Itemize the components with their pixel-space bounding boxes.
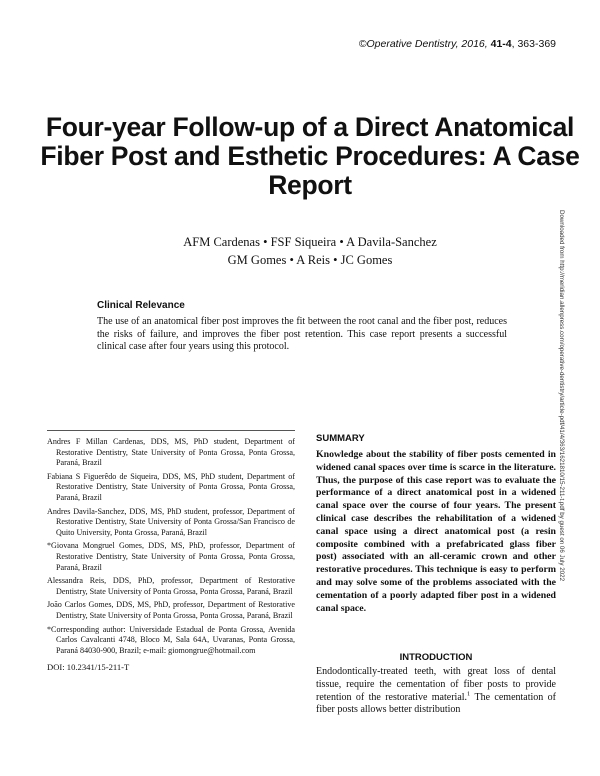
authors-line-2: GM Gomes • A Reis • JC Gomes: [227, 253, 393, 267]
journal-reference: [359, 38, 556, 50]
introduction-text-part-1: Endodontically-treated teeth, with great loss of dental tissue, require the cementation of fiber posts to provide retention of the restorative material.: [316, 666, 556, 703]
doi: DOI: 10.2341/15-211-T: [47, 662, 130, 673]
download-watermark: Downloaded from http://meridian.allenpress.com/operative-dentistry/article-pdf/41/4/363/1621810/15-211-t.pdf by guest on 06 July 2022: [558, 210, 565, 582]
introduction-heading: INTRODUCTION: [399, 652, 473, 663]
clinical-relevance-heading: Clinical Relevance: [97, 300, 185, 311]
affiliation-gomes-giovana: *Giovana Mongruel Gomes, DDS, MS, PhD, professor, Department of Restorative Dentistry, State University of Ponta Grossa, Ponta Grossa, Paraná, Brazil: [47, 541, 295, 572]
authors-line-1: AFM Cardenas • FSF Siqueira • A Davila-Sanchez: [183, 235, 437, 249]
copyright-mark: ©: [358, 38, 367, 50]
author-list: [40, 233, 580, 269]
affiliations-block: [47, 437, 295, 673]
corresponding-author: *Corresponding author: Universidade Estadual de Ponta Grossa, Avenida Carlos Cavalcanti 4748, Bloco M, Sala 64A, Uvaranas, Ponta Grossa, Paraná 84030-900, Brazil; e-mail: giomongrue@hotmail.com: [47, 624, 295, 655]
clinical-relevance-text: The use of an anatomical fiber post improves the fit between the root canal and the fiber post, reduces the risks of failure, and improves the fiber post retention. This case report presents a successful clinical case after four years using this protocol.: [97, 316, 507, 352]
introduction-text-part-2: The cementation of fiber posts allows better distribution: [316, 691, 556, 716]
affiliation-davila-sanchez: Andres Davila-Sanchez, DDS, MS, PhD student, professor, Department of Restorative Dentistry, State University of Ponta Grossa/San Francisco de Quito University, Ponta Grossa, Paraná, Brazil: [47, 506, 295, 537]
summary-heading: SUMMARY: [316, 433, 365, 444]
summary-text: Knowledge about the stability of fiber posts cemented in widened canal spaces over time is scarce in the literature. Thus, the purpose of this case report was to evaluate the performance of a direct anatomical post in a widened canal space over the course of four years. The present clinical case describes the rehabilitation of a widened canal space using a direct anatomical post (a resin composite combined with a prefabricated glass fiber post) associated with an all-ceramic crown and other restorative procedures. This technique is easy to perform and may solve some of the problems associated with the cementation of a poorly adapted fiber post in a widened canal space.: [316, 449, 556, 614]
introduction-text: [316, 666, 556, 717]
journal-volume-issue: 41-4: [490, 38, 512, 50]
article-title: Four-year Follow-up of a Direct Anatomical Fiber Post and Esthetic Procedures: A Case Report: [40, 112, 580, 200]
affiliation-divider: [47, 430, 295, 431]
affiliation-gomes-joao: João Carlos Gomes, DDS, MS, PhD, professor, Department of Restorative Dentistry, State University of Ponta Grossa, Ponta Grossa, Paraná, Brazil: [47, 600, 295, 620]
affiliation-cardenas: Andres F Millan Cardenas, DDS, MS, PhD student, Department of Restorative Dentistry, State University of Ponta Grossa, Ponta Grossa, Paraná, Brazil: [47, 437, 295, 468]
affiliation-siqueira: Fabiana S Figuerêdo de Siqueira, DDS, MS, PhD student, Department of Restorative Dentistry, State University of Ponta Grossa, Ponta Grossa, Paraná, Brazil: [47, 471, 295, 502]
journal-pages: , 363-369: [511, 38, 556, 50]
affiliation-reis: Alessandra Reis, DDS, PhD, professor, Department of Restorative Dentistry, State University of Ponta Grossa, Ponta Grossa, Paraná, Brazil: [47, 576, 295, 596]
journal-name: Operative Dentistry, 2016,: [366, 38, 491, 50]
reference-marker: 1: [467, 690, 471, 698]
